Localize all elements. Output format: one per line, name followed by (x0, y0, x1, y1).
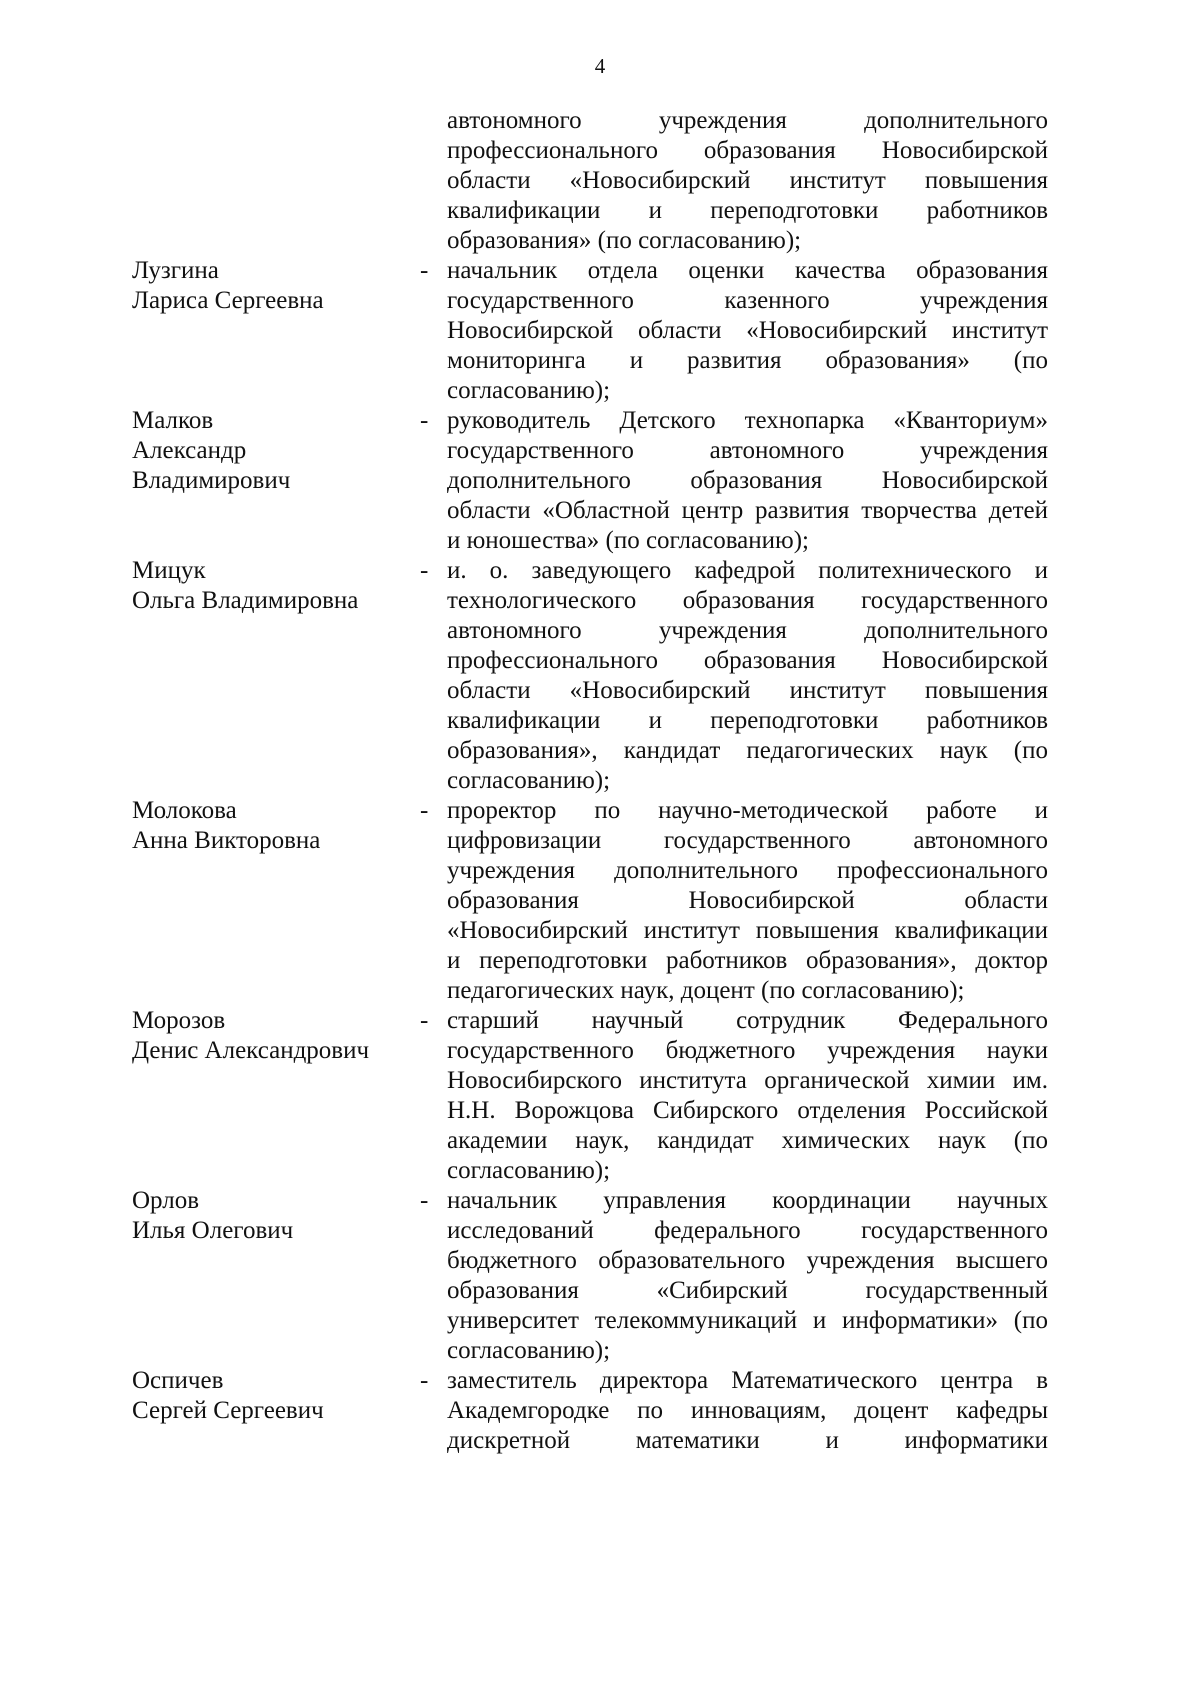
member-name (132, 556, 420, 616)
description-line: исследований федерального государственного (447, 1217, 1048, 1244)
description-line: университет телекоммуникаций и информатики» (по (447, 1307, 1048, 1334)
member-entry (132, 1006, 1048, 1186)
member-position-description (447, 1186, 1048, 1366)
member-position-description (447, 256, 1048, 406)
description-line: согласованию); (447, 1157, 611, 1184)
description-line: согласованию); (447, 767, 611, 794)
member-name (132, 406, 420, 496)
member-entry (132, 406, 1048, 556)
description-line: образования Новосибирской области (447, 887, 1048, 914)
description-line: государственного бюджетного учреждения науки (447, 1037, 1048, 1064)
separator-dash: - (420, 557, 429, 584)
member-name-line: Оспичев (132, 1367, 224, 1394)
member-position-description (447, 1366, 1048, 1456)
member-entry (132, 1186, 1048, 1366)
description-line: Академгородке по инновациям, доцент кафедры (447, 1397, 1048, 1424)
description-line: автономного учреждения дополнительного (447, 617, 1048, 644)
member-name-line: Лариса Сергеевна (132, 287, 324, 314)
member-position-description (447, 406, 1048, 556)
description-line: старший научный сотрудник Федерального (447, 1007, 1048, 1034)
description-line: области «Областной центр развития творчества детей (447, 497, 1048, 524)
member-name-line: Морозов (132, 1007, 226, 1034)
member-name-line: Илья Олегович (132, 1217, 294, 1244)
description-line: образования» (по согласованию); (447, 227, 802, 254)
description-line: Новосибирского института органической химии им. (447, 1067, 1048, 1094)
continued-description (447, 106, 1048, 256)
description-line: педагогических наук, доцент (по согласованию); (447, 977, 965, 1004)
description-line: образования «Сибирский государственный (447, 1277, 1048, 1304)
member-name-line: Орлов (132, 1187, 200, 1214)
separator-dash: - (420, 797, 429, 824)
member-name (132, 256, 420, 316)
separator-dash: - (420, 407, 429, 434)
description-line: руководитель Детского технопарка «Кванториум» (447, 407, 1048, 434)
description-line: «Новосибирский институт повышения квалификации (447, 917, 1048, 944)
description-line: государственного казенного учреждения (447, 287, 1048, 314)
description-line: проректор по научно-методической работе и (447, 797, 1048, 824)
member-name (132, 1186, 420, 1246)
description-line: профессионального образования Новосибирской (447, 137, 1048, 164)
member-name-line: Александр (132, 437, 247, 464)
description-line: государственного автономного учреждения (447, 437, 1048, 464)
member-name (132, 1006, 420, 1066)
member-name-line: Мицук (132, 557, 206, 584)
separator-dash: - (420, 1367, 429, 1394)
description-line: заместитель директора Математического центра в (447, 1367, 1048, 1394)
description-line: мониторинга и развития образования» (по (447, 347, 1048, 374)
separator-dash: - (420, 1007, 429, 1034)
members-container (132, 256, 1048, 1456)
member-position-description (447, 1006, 1048, 1186)
member-position-description (447, 796, 1048, 1006)
member-entry (132, 1366, 1048, 1456)
description-line: технологического образования государственного (447, 587, 1048, 614)
member-name-line: Лузгина (132, 257, 219, 284)
description-line: квалификации и переподготовки работников (447, 707, 1048, 734)
description-line: квалификации и переподготовки работников (447, 197, 1048, 224)
description-line: дискретной математики и информатики (447, 1427, 1048, 1454)
description-line: области «Новосибирский институт повышения (447, 677, 1048, 704)
member-name-line: Ольга Владимировна (132, 587, 359, 614)
description-line: начальник отдела оценки качества образования (447, 257, 1048, 284)
description-line: автономного учреждения дополнительного (447, 107, 1048, 134)
commission-member-list (132, 106, 1048, 1456)
member-name (132, 796, 420, 856)
description-line: начальник управления координации научных (447, 1187, 1048, 1214)
description-line: согласованию); (447, 377, 611, 404)
member-name (132, 1366, 420, 1426)
description-line: академии наук, кандидат химических наук (по (447, 1127, 1048, 1154)
page-number: 4 (594, 54, 606, 78)
description-line: бюджетного образовательного учреждения высшего (447, 1247, 1048, 1274)
separator-dash: - (420, 257, 429, 284)
description-line: Новосибирской области «Новосибирский институт (447, 317, 1048, 344)
description-line: профессионального образования Новосибирской (447, 647, 1048, 674)
separator-dash: - (420, 1187, 429, 1214)
description-line: и переподготовки работников образования», доктор (447, 947, 1048, 974)
member-name-line: Владимирович (132, 467, 291, 494)
description-line: и юношества» (по согласованию); (447, 527, 809, 554)
member-position-description (447, 556, 1048, 796)
description-line: цифровизации государственного автономного (447, 827, 1048, 854)
member-name-line: Сергей Сергеевич (132, 1397, 324, 1424)
description-line: и. о. заведующего кафедрой политехнического и (447, 557, 1048, 584)
member-name-line: Денис Александрович (132, 1037, 370, 1064)
member-name-line: Малков (132, 407, 214, 434)
description-line: дополнительного образования Новосибирской (447, 467, 1048, 494)
description-line: Н.Н. Ворожцова Сибирского отделения Российской (447, 1097, 1048, 1124)
member-entry (132, 256, 1048, 406)
member-entry (132, 796, 1048, 1006)
description-line: согласованию); (447, 1337, 611, 1364)
description-line: образования», кандидат педагогических наук (по (447, 737, 1048, 764)
description-line: учреждения дополнительного профессионального (447, 857, 1048, 884)
member-name-line: Анна Викторовна (132, 827, 321, 854)
description-line: области «Новосибирский институт повышения (447, 167, 1048, 194)
member-name-line: Молокова (132, 797, 237, 824)
member-entry (132, 556, 1048, 796)
